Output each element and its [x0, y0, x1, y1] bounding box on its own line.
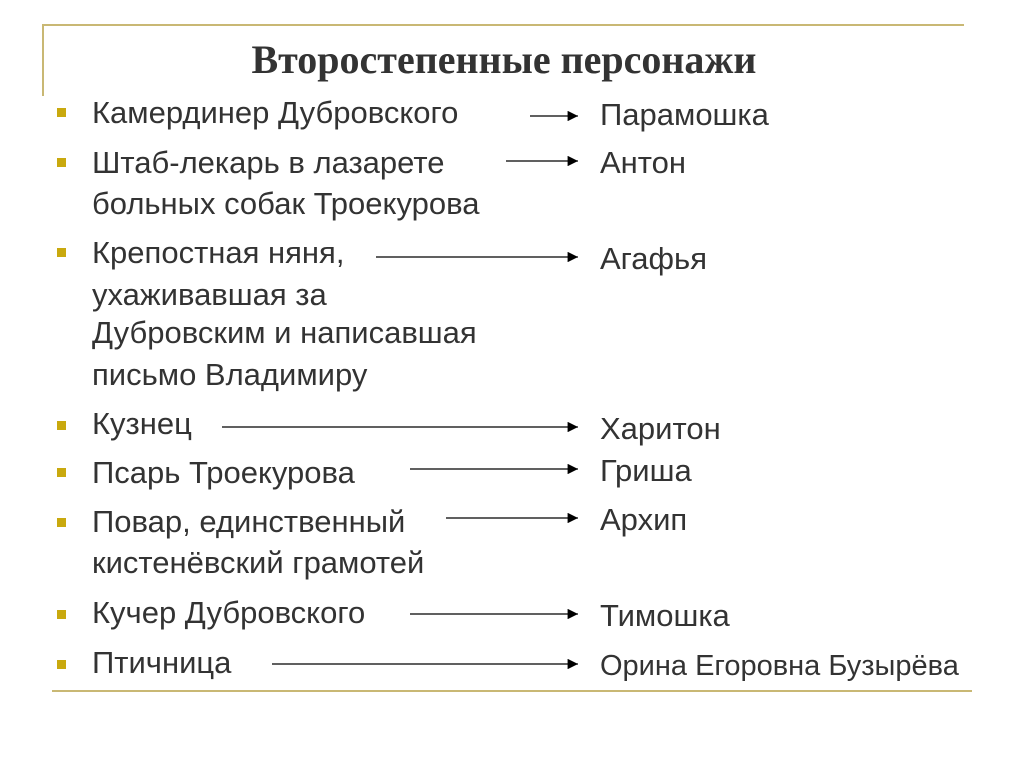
- role-line: Кучер Дубровского: [92, 595, 366, 630]
- role-line: Кузнец: [92, 406, 192, 441]
- role-line: Штаб-лекарь в лазарете: [92, 145, 445, 180]
- character-name: Харитон: [600, 411, 721, 446]
- role-line: Птичница: [92, 645, 232, 680]
- slide-title: Второстепенные персонажи: [251, 37, 757, 82]
- role-line: Крепостная няня,: [92, 235, 345, 270]
- character-name: Гриша: [600, 453, 692, 488]
- role-line: Псарь Троекурова: [92, 455, 355, 490]
- character-name: Архип: [600, 502, 688, 537]
- role-line: кистенёвский грамотей: [92, 545, 425, 580]
- role-line: Повар, единственный: [92, 504, 406, 539]
- role-line: письмо Владимиру: [92, 357, 368, 392]
- character-name: Агафья: [600, 241, 707, 276]
- character-name: Парамошка: [600, 97, 769, 132]
- character-name: Тимошка: [600, 598, 730, 633]
- role-line: Дубровским и написавшая: [92, 315, 477, 350]
- role-line: больных собак Троекурова: [92, 186, 480, 221]
- role-line: ухаживавшая за: [92, 277, 327, 312]
- character-name: Антон: [600, 145, 687, 180]
- role-line: Камердинер Дубровского: [92, 95, 459, 130]
- character-name: Орина Егоровна Бузырёва: [600, 650, 959, 682]
